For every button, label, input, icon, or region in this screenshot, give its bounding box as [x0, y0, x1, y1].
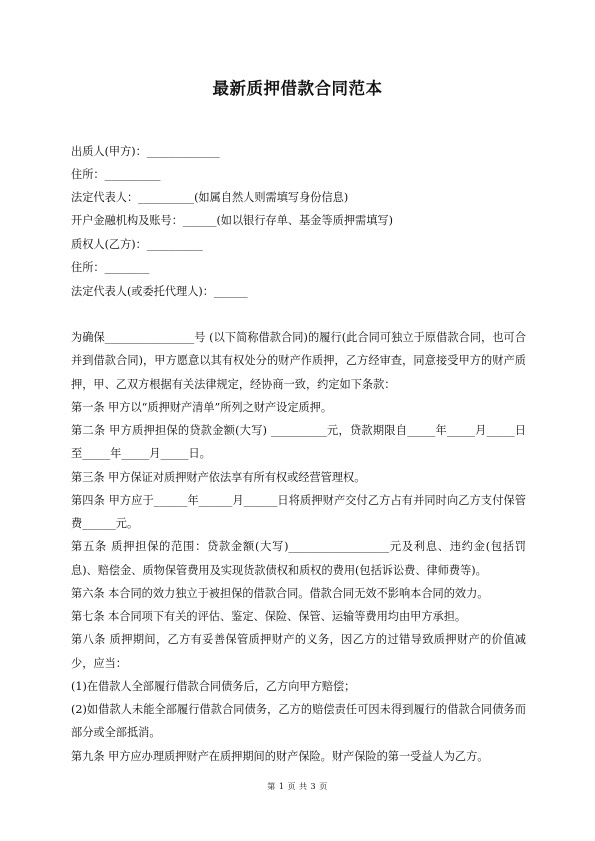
page-number-footer: 第 1 页 共 3 页 [267, 782, 328, 791]
article-5: 第五条 质押担保的范围：贷款金额(大写)__________________元及利息、违约金(包括罚息)、赔偿金、质物保管费用及实现货款债权和质权的费用(包括诉讼费、律师费等)。 [71, 540, 526, 577]
pledgee-line: 质权人(乙方)：__________ [71, 238, 203, 251]
article-8-item-2: (2)如借款人未能全部履行借款合同债务，乙方的赔偿责任可因未得到履行的借款合同债务而部分或全部抵消。 [71, 703, 526, 740]
article-6: 第六条 本合同的效力独立于被担保的借款合同。借款合同无效不影响本合同的效力。 [71, 586, 489, 600]
pledgor-bank-account-line: 开户金融机构及账号：______(如以银行存单、基金等质押需填写) [71, 214, 393, 227]
article-9: 第九条 甲方应办理质押财产在质押期间的财产保险。财产保险的第一受益人为乙方。 [71, 749, 489, 763]
article-7: 第七条 本合同项下有关的评估、鉴定、保险、保管、运输等费用均由甲方承担。 [71, 610, 467, 623]
pledgor-legal-rep-line: 法定代表人：__________(如属自然人则需填写身份信息) [71, 191, 349, 204]
article-8: 第八条 质押期间，乙方有妥善保管质押财产的义务，因乙方的过错导致质押财产的价值减少，应当： [71, 633, 526, 670]
pledgor-address-line: 住所：__________ [71, 168, 161, 181]
pledgee-address-line: 住所：________ [71, 261, 150, 274]
contract-title: 最新质押借款合同范本 [212, 79, 383, 98]
article-8-item-1: (1)在借款人全部履行借款合同债务后，乙方向甲方赔偿； [71, 679, 356, 693]
pledgee-legal-rep-line: 法定代表人(或委托代理人)：______ [71, 285, 248, 298]
article-2: 第二条 甲方质押担保的贷款金额(大写) __________元，贷款期限自_____年_____月_____日至_____年_____月_____日。 [71, 424, 526, 461]
contract-body [71, 326, 526, 768]
article-1: 第一条 甲方以“质押财产清单”所列之财产设定质押。 [71, 400, 333, 414]
article-4: 第四条 甲方应于______年______月______日将质押财产交付乙方占有并同时向乙方支付保管费______元。 [71, 493, 526, 530]
pledgor-line: 出质人(甲方)：_____________ [71, 145, 220, 158]
article-3: 第三条 甲方保证对质押财产依法享有所有权或经营管理权。 [71, 470, 366, 484]
preamble-paragraph: 为确保________________号 (以下简称借款合同)的履行(此合同可独立于原借款合同，也可合并到借款合同)，甲方愿意以其有权处分的财产作质押，乙方经审查，同意接受甲方的财产质押，甲、乙双方根据有关法律规定，经协商一致，约定如下条款： [71, 331, 526, 391]
